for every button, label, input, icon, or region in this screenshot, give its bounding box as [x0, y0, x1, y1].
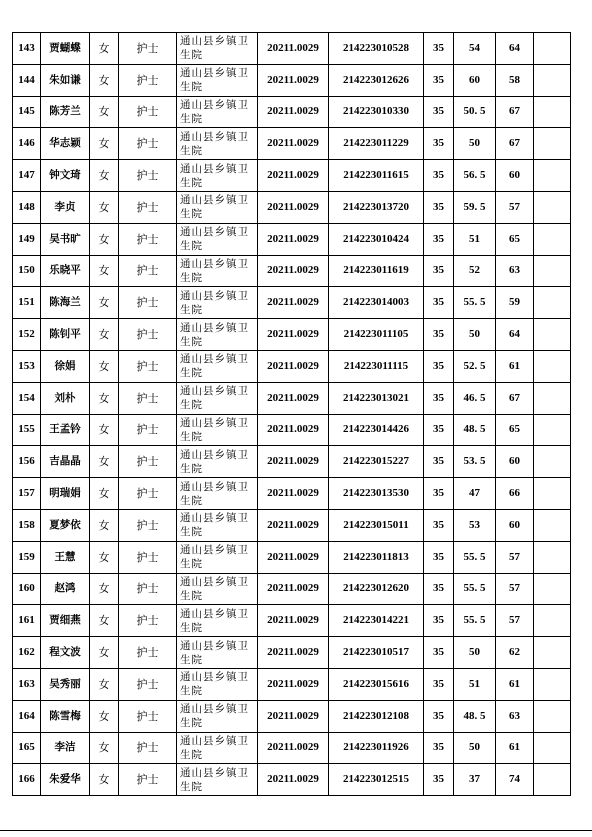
exam-ticket-cell: 214223011229 — [329, 128, 424, 160]
score-three-cell: 64 — [496, 319, 534, 351]
score-one-cell: 35 — [424, 446, 454, 478]
table-row — [13, 764, 571, 796]
position-code-cell: 20211.0029 — [258, 96, 329, 128]
employer-unit-cell: 通山县乡镇卫生院 — [177, 319, 258, 351]
position-code-cell: 20211.0029 — [258, 478, 329, 510]
candidate-name-cell: 徐娟 — [41, 350, 90, 382]
gender-cell: 女 — [90, 350, 119, 382]
exam-ticket-cell: 214223011813 — [329, 541, 424, 573]
score-two-cell: 37 — [454, 764, 496, 796]
remark-cell — [534, 668, 571, 700]
score-two-cell: 53. 5 — [454, 446, 496, 478]
row-number-cell: 159 — [13, 541, 41, 573]
score-two-cell: 46. 5 — [454, 382, 496, 414]
remark-cell — [534, 509, 571, 541]
position-cell: 护士 — [119, 732, 177, 764]
row-number-cell: 152 — [13, 319, 41, 351]
candidate-name-cell: 陈海兰 — [41, 287, 90, 319]
position-code-cell: 20211.0029 — [258, 764, 329, 796]
score-two-cell: 53 — [454, 509, 496, 541]
remark-cell — [534, 732, 571, 764]
candidate-name-cell: 贾细燕 — [41, 605, 90, 637]
table-body — [13, 33, 571, 796]
employer-unit-cell: 通山县乡镇卫生院 — [177, 764, 258, 796]
exam-ticket-cell: 214223012108 — [329, 700, 424, 732]
score-two-cell: 50 — [454, 732, 496, 764]
gender-cell: 女 — [90, 637, 119, 669]
position-code-cell: 20211.0029 — [258, 414, 329, 446]
candidate-name-cell: 朱爱华 — [41, 764, 90, 796]
score-three-cell: 65 — [496, 414, 534, 446]
position-cell: 护士 — [119, 223, 177, 255]
remark-cell — [534, 160, 571, 192]
gender-cell: 女 — [90, 382, 119, 414]
score-two-cell: 48. 5 — [454, 414, 496, 446]
score-three-cell: 63 — [496, 255, 534, 287]
score-one-cell: 35 — [424, 160, 454, 192]
table-row — [13, 255, 571, 287]
position-cell: 护士 — [119, 191, 177, 223]
score-three-cell: 62 — [496, 637, 534, 669]
score-two-cell: 55. 5 — [454, 605, 496, 637]
position-cell: 护士 — [119, 446, 177, 478]
exam-ticket-cell: 214223010330 — [329, 96, 424, 128]
score-one-cell: 35 — [424, 319, 454, 351]
row-number-cell: 155 — [13, 414, 41, 446]
row-number-cell: 147 — [13, 160, 41, 192]
score-three-cell: 60 — [496, 160, 534, 192]
position-cell: 护士 — [119, 414, 177, 446]
gender-cell: 女 — [90, 223, 119, 255]
table-row — [13, 605, 571, 637]
score-three-cell: 61 — [496, 732, 534, 764]
candidate-name-cell: 吉晶晶 — [41, 446, 90, 478]
position-cell: 护士 — [119, 96, 177, 128]
row-number-cell: 158 — [13, 509, 41, 541]
candidate-name-cell: 吴书旷 — [41, 223, 90, 255]
row-number-cell: 156 — [13, 446, 41, 478]
table-row — [13, 700, 571, 732]
candidate-name-cell: 乐晓平 — [41, 255, 90, 287]
gender-cell: 女 — [90, 764, 119, 796]
table-row — [13, 160, 571, 192]
gender-cell: 女 — [90, 573, 119, 605]
score-two-cell: 50. 5 — [454, 96, 496, 128]
score-one-cell: 35 — [424, 764, 454, 796]
candidate-name-cell: 刘朴 — [41, 382, 90, 414]
employer-unit-cell: 通山县乡镇卫生院 — [177, 255, 258, 287]
remark-cell — [534, 64, 571, 96]
candidate-name-cell: 王慧 — [41, 541, 90, 573]
score-one-cell: 35 — [424, 668, 454, 700]
gender-cell: 女 — [90, 605, 119, 637]
employer-unit-cell: 通山县乡镇卫生院 — [177, 509, 258, 541]
gender-cell: 女 — [90, 255, 119, 287]
row-number-cell: 151 — [13, 287, 41, 319]
score-three-cell: 61 — [496, 668, 534, 700]
score-three-cell: 59 — [496, 287, 534, 319]
gender-cell: 女 — [90, 319, 119, 351]
row-number-cell: 164 — [13, 700, 41, 732]
position-cell: 护士 — [119, 160, 177, 192]
score-three-cell: 57 — [496, 605, 534, 637]
score-three-cell: 60 — [496, 446, 534, 478]
score-three-cell: 63 — [496, 700, 534, 732]
score-two-cell: 48. 5 — [454, 700, 496, 732]
remark-cell — [534, 128, 571, 160]
score-three-cell: 65 — [496, 223, 534, 255]
employer-unit-cell: 通山县乡镇卫生院 — [177, 64, 258, 96]
score-three-cell: 61 — [496, 350, 534, 382]
position-code-cell: 20211.0029 — [258, 382, 329, 414]
score-one-cell: 35 — [424, 287, 454, 319]
position-cell: 护士 — [119, 541, 177, 573]
gender-cell: 女 — [90, 732, 119, 764]
score-three-cell: 66 — [496, 478, 534, 510]
remark-cell — [534, 382, 571, 414]
exam-ticket-cell: 214223011105 — [329, 319, 424, 351]
page-bottom-rule — [0, 830, 592, 831]
score-three-cell: 67 — [496, 128, 534, 160]
row-number-cell: 161 — [13, 605, 41, 637]
score-two-cell: 60 — [454, 64, 496, 96]
candidate-name-cell: 王孟钤 — [41, 414, 90, 446]
score-three-cell: 67 — [496, 96, 534, 128]
row-number-cell: 166 — [13, 764, 41, 796]
score-two-cell: 52. 5 — [454, 350, 496, 382]
table-row — [13, 64, 571, 96]
exam-ticket-cell: 214223012515 — [329, 764, 424, 796]
position-code-cell: 20211.0029 — [258, 509, 329, 541]
employer-unit-cell: 通山县乡镇卫生院 — [177, 223, 258, 255]
exam-ticket-cell: 214223012626 — [329, 64, 424, 96]
score-one-cell: 35 — [424, 223, 454, 255]
exam-ticket-cell: 214223012620 — [329, 573, 424, 605]
employer-unit-cell: 通山县乡镇卫生院 — [177, 446, 258, 478]
gender-cell: 女 — [90, 33, 119, 65]
score-three-cell: 74 — [496, 764, 534, 796]
employer-unit-cell: 通山县乡镇卫生院 — [177, 191, 258, 223]
score-one-cell: 35 — [424, 605, 454, 637]
score-one-cell: 35 — [424, 191, 454, 223]
employer-unit-cell: 通山县乡镇卫生院 — [177, 128, 258, 160]
position-code-cell: 20211.0029 — [258, 573, 329, 605]
table-row — [13, 96, 571, 128]
employer-unit-cell: 通山县乡镇卫生院 — [177, 33, 258, 65]
exam-ticket-cell: 214223010528 — [329, 33, 424, 65]
score-one-cell: 35 — [424, 350, 454, 382]
position-cell: 护士 — [119, 287, 177, 319]
employer-unit-cell: 通山县乡镇卫生院 — [177, 350, 258, 382]
employer-unit-cell: 通山县乡镇卫生院 — [177, 382, 258, 414]
table-row — [13, 573, 571, 605]
exam-ticket-cell: 214223015227 — [329, 446, 424, 478]
position-code-cell: 20211.0029 — [258, 223, 329, 255]
remark-cell — [534, 446, 571, 478]
row-number-cell: 144 — [13, 64, 41, 96]
exam-ticket-cell: 214223014003 — [329, 287, 424, 319]
table-row — [13, 128, 571, 160]
row-number-cell: 160 — [13, 573, 41, 605]
score-one-cell: 35 — [424, 637, 454, 669]
score-two-cell: 59. 5 — [454, 191, 496, 223]
candidate-name-cell: 贾蝴蝶 — [41, 33, 90, 65]
candidate-name-cell: 朱如谦 — [41, 64, 90, 96]
score-three-cell: 64 — [496, 33, 534, 65]
position-cell: 护士 — [119, 605, 177, 637]
gender-cell: 女 — [90, 509, 119, 541]
candidate-name-cell: 程文波 — [41, 637, 90, 669]
gender-cell: 女 — [90, 668, 119, 700]
table-row — [13, 382, 571, 414]
score-three-cell: 57 — [496, 191, 534, 223]
position-code-cell: 20211.0029 — [258, 605, 329, 637]
row-number-cell: 153 — [13, 350, 41, 382]
candidate-name-cell: 陈钊平 — [41, 319, 90, 351]
employer-unit-cell: 通山县乡镇卫生院 — [177, 637, 258, 669]
exam-ticket-cell: 214223011115 — [329, 350, 424, 382]
remark-cell — [534, 350, 571, 382]
position-code-cell: 20211.0029 — [258, 191, 329, 223]
table-row — [13, 223, 571, 255]
remark-cell — [534, 287, 571, 319]
gender-cell: 女 — [90, 414, 119, 446]
row-number-cell: 150 — [13, 255, 41, 287]
remark-cell — [534, 700, 571, 732]
remark-cell — [534, 191, 571, 223]
remark-cell — [534, 764, 571, 796]
remark-cell — [534, 255, 571, 287]
employer-unit-cell: 通山县乡镇卫生院 — [177, 414, 258, 446]
score-one-cell: 35 — [424, 96, 454, 128]
position-cell: 护士 — [119, 350, 177, 382]
employer-unit-cell: 通山县乡镇卫生院 — [177, 478, 258, 510]
gender-cell: 女 — [90, 287, 119, 319]
score-one-cell: 35 — [424, 509, 454, 541]
gender-cell: 女 — [90, 541, 119, 573]
exam-ticket-cell: 214223011619 — [329, 255, 424, 287]
employer-unit-cell: 通山县乡镇卫生院 — [177, 605, 258, 637]
score-one-cell: 35 — [424, 573, 454, 605]
row-number-cell: 162 — [13, 637, 41, 669]
row-number-cell: 146 — [13, 128, 41, 160]
position-code-cell: 20211.0029 — [258, 319, 329, 351]
score-one-cell: 35 — [424, 382, 454, 414]
position-code-cell: 20211.0029 — [258, 732, 329, 764]
score-one-cell: 35 — [424, 478, 454, 510]
exam-ticket-cell: 214223013720 — [329, 191, 424, 223]
position-code-cell: 20211.0029 — [258, 33, 329, 65]
candidate-name-cell: 吴秀丽 — [41, 668, 90, 700]
position-cell: 护士 — [119, 382, 177, 414]
score-one-cell: 35 — [424, 255, 454, 287]
position-code-cell: 20211.0029 — [258, 255, 329, 287]
score-two-cell: 50 — [454, 637, 496, 669]
candidate-name-cell: 明瑞娟 — [41, 478, 90, 510]
gender-cell: 女 — [90, 64, 119, 96]
table-row — [13, 446, 571, 478]
table-row — [13, 33, 571, 65]
score-one-cell: 35 — [424, 64, 454, 96]
employer-unit-cell: 通山县乡镇卫生院 — [177, 287, 258, 319]
employer-unit-cell: 通山县乡镇卫生院 — [177, 96, 258, 128]
score-one-cell: 35 — [424, 700, 454, 732]
position-code-cell: 20211.0029 — [258, 128, 329, 160]
position-code-cell: 20211.0029 — [258, 287, 329, 319]
remark-cell — [534, 33, 571, 65]
gender-cell: 女 — [90, 700, 119, 732]
remark-cell — [534, 637, 571, 669]
employer-unit-cell: 通山县乡镇卫生院 — [177, 668, 258, 700]
gender-cell: 女 — [90, 191, 119, 223]
remark-cell — [534, 223, 571, 255]
position-cell: 护士 — [119, 764, 177, 796]
row-number-cell: 154 — [13, 382, 41, 414]
position-code-cell: 20211.0029 — [258, 446, 329, 478]
position-cell: 护士 — [119, 128, 177, 160]
table-row — [13, 319, 571, 351]
row-number-cell: 143 — [13, 33, 41, 65]
candidate-name-cell: 陈雪梅 — [41, 700, 90, 732]
candidate-name-cell: 赵鸿 — [41, 573, 90, 605]
remark-cell — [534, 573, 571, 605]
row-number-cell: 148 — [13, 191, 41, 223]
position-code-cell: 20211.0029 — [258, 160, 329, 192]
row-number-cell: 157 — [13, 478, 41, 510]
exam-ticket-cell: 214223015011 — [329, 509, 424, 541]
position-code-cell: 20211.0029 — [258, 668, 329, 700]
exam-ticket-cell: 214223011926 — [329, 732, 424, 764]
exam-ticket-cell: 214223015616 — [329, 668, 424, 700]
row-number-cell: 145 — [13, 96, 41, 128]
score-two-cell: 47 — [454, 478, 496, 510]
table-row — [13, 541, 571, 573]
candidate-name-cell: 华志颖 — [41, 128, 90, 160]
score-one-cell: 35 — [424, 732, 454, 764]
candidate-name-cell: 陈芳兰 — [41, 96, 90, 128]
table-row — [13, 637, 571, 669]
score-two-cell: 50 — [454, 319, 496, 351]
employer-unit-cell: 通山县乡镇卫生院 — [177, 573, 258, 605]
table-row — [13, 191, 571, 223]
exam-ticket-cell: 214223011615 — [329, 160, 424, 192]
exam-ticket-cell: 214223013021 — [329, 382, 424, 414]
table-row — [13, 287, 571, 319]
remark-cell — [534, 414, 571, 446]
position-cell: 护士 — [119, 319, 177, 351]
table-row — [13, 478, 571, 510]
score-two-cell: 51 — [454, 223, 496, 255]
position-code-cell: 20211.0029 — [258, 700, 329, 732]
employer-unit-cell: 通山县乡镇卫生院 — [177, 541, 258, 573]
gender-cell: 女 — [90, 446, 119, 478]
position-cell: 护士 — [119, 573, 177, 605]
score-one-cell: 35 — [424, 414, 454, 446]
gender-cell: 女 — [90, 96, 119, 128]
position-code-cell: 20211.0029 — [258, 541, 329, 573]
exam-ticket-cell: 214223010517 — [329, 637, 424, 669]
remark-cell — [534, 96, 571, 128]
gender-cell: 女 — [90, 478, 119, 510]
score-three-cell: 67 — [496, 382, 534, 414]
exam-ticket-cell: 214223014221 — [329, 605, 424, 637]
score-three-cell: 57 — [496, 541, 534, 573]
position-cell: 护士 — [119, 64, 177, 96]
table-row — [13, 350, 571, 382]
score-two-cell: 50 — [454, 128, 496, 160]
row-number-cell: 149 — [13, 223, 41, 255]
score-three-cell: 58 — [496, 64, 534, 96]
score-one-cell: 35 — [424, 541, 454, 573]
score-two-cell: 54 — [454, 33, 496, 65]
table-row — [13, 668, 571, 700]
position-cell: 护士 — [119, 255, 177, 287]
position-code-cell: 20211.0029 — [258, 637, 329, 669]
position-cell: 护士 — [119, 700, 177, 732]
gender-cell: 女 — [90, 128, 119, 160]
score-two-cell: 56. 5 — [454, 160, 496, 192]
score-two-cell: 55. 5 — [454, 541, 496, 573]
gender-cell: 女 — [90, 160, 119, 192]
score-three-cell: 60 — [496, 509, 534, 541]
exam-ticket-cell: 214223013530 — [329, 478, 424, 510]
exam-ticket-cell: 214223010424 — [329, 223, 424, 255]
exam-ticket-cell: 214223014426 — [329, 414, 424, 446]
table-row — [13, 509, 571, 541]
position-cell: 护士 — [119, 668, 177, 700]
candidate-name-cell: 夏梦依 — [41, 509, 90, 541]
position-code-cell: 20211.0029 — [258, 350, 329, 382]
employer-unit-cell: 通山县乡镇卫生院 — [177, 732, 258, 764]
candidate-name-cell: 李贞 — [41, 191, 90, 223]
position-cell: 护士 — [119, 637, 177, 669]
table-row — [13, 414, 571, 446]
table-row — [13, 732, 571, 764]
score-three-cell: 57 — [496, 573, 534, 605]
score-one-cell: 35 — [424, 33, 454, 65]
position-cell: 护士 — [119, 33, 177, 65]
score-two-cell: 55. 5 — [454, 287, 496, 319]
remark-cell — [534, 605, 571, 637]
row-number-cell: 165 — [13, 732, 41, 764]
position-code-cell: 20211.0029 — [258, 64, 329, 96]
candidate-table — [12, 32, 571, 796]
score-two-cell: 55. 5 — [454, 573, 496, 605]
candidate-name-cell: 李洁 — [41, 732, 90, 764]
candidate-name-cell: 钟文琦 — [41, 160, 90, 192]
position-cell: 护士 — [119, 509, 177, 541]
employer-unit-cell: 通山县乡镇卫生院 — [177, 700, 258, 732]
position-cell: 护士 — [119, 478, 177, 510]
score-one-cell: 35 — [424, 128, 454, 160]
remark-cell — [534, 541, 571, 573]
employer-unit-cell: 通山县乡镇卫生院 — [177, 160, 258, 192]
score-two-cell: 52 — [454, 255, 496, 287]
remark-cell — [534, 319, 571, 351]
row-number-cell: 163 — [13, 668, 41, 700]
remark-cell — [534, 478, 571, 510]
score-two-cell: 51 — [454, 668, 496, 700]
